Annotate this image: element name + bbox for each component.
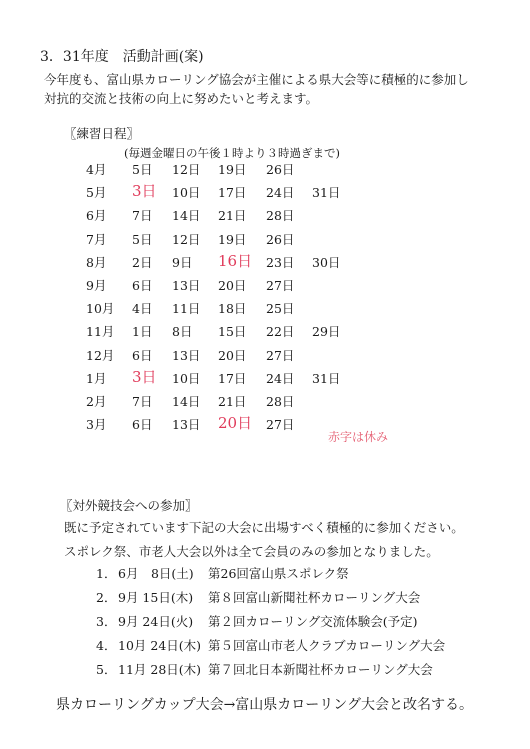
calendar-day: 24日 xyxy=(266,185,295,201)
calendar-day: 12日 xyxy=(172,231,201,247)
calendar-day: 28日 xyxy=(266,394,295,409)
competitions-heading: 〖対外競技会への参加〗 xyxy=(60,498,198,513)
calendar-day: 12日 xyxy=(172,162,201,177)
calendar-month-label: 2月 xyxy=(86,394,107,409)
calendar-day: 9日 xyxy=(172,254,193,270)
holiday-note: 赤字は休み xyxy=(328,430,389,444)
calendar-day: 17日 xyxy=(218,370,247,386)
calendar-row xyxy=(0,392,530,414)
calendar-day-holiday: 3日 xyxy=(132,182,157,201)
calendar-day: 27日 xyxy=(266,417,295,433)
calendar-row xyxy=(0,230,530,252)
calendar-day: 15日 xyxy=(218,324,247,340)
calendar-day: 6日 xyxy=(132,347,153,363)
calendar-day: 1日 xyxy=(132,324,153,340)
event-date: 10月 24日(木) xyxy=(118,638,202,653)
calendar-month-label: 10月 xyxy=(86,301,115,317)
calendar-row xyxy=(0,369,530,391)
calendar-day: 19日 xyxy=(218,162,247,177)
practice-note: (毎週金曜日の午後１時より３時過ぎまで) xyxy=(124,146,340,160)
event-name: 第26回富山県スポレク祭 xyxy=(208,566,349,581)
calendar-month-label: 3月 xyxy=(86,417,107,433)
calendar-month-label: 7月 xyxy=(86,231,107,247)
calendar-day: 5日 xyxy=(132,231,153,247)
calendar-month-label: 5月 xyxy=(86,185,107,201)
calendar-day: 31日 xyxy=(312,370,341,386)
calendar-day: 13日 xyxy=(172,347,201,363)
event-item xyxy=(96,564,516,584)
event-item xyxy=(96,612,516,632)
calendar-row xyxy=(0,160,530,182)
calendar-day: 10日 xyxy=(172,185,201,201)
event-date: 9月 24日(火) xyxy=(118,614,194,629)
calendar-month-label: 11月 xyxy=(86,324,115,340)
calendar-day: 26日 xyxy=(266,162,295,177)
competitions-line-1: 既に予定されています下記の大会に出場すべく積極的に参加ください。 xyxy=(64,520,464,535)
competitions-line-2: スポレク祭、市老人大会以外は全て会員のみの参加となりました。 xyxy=(64,544,439,559)
calendar-month-label: 8月 xyxy=(86,254,107,270)
calendar-day: 5日 xyxy=(132,162,153,177)
calendar-day-holiday: 20日 xyxy=(218,414,253,433)
event-number: 2． xyxy=(96,590,117,605)
calendar-day: 10日 xyxy=(172,370,201,386)
calendar-day: 18日 xyxy=(218,301,247,317)
calendar-day-holiday: 16日 xyxy=(218,251,253,270)
calendar-month-label: 1月 xyxy=(86,370,107,386)
calendar-day: 6日 xyxy=(132,278,153,293)
calendar-month-label: 4月 xyxy=(86,162,107,177)
rename-note: 県カローリングカップ大会→富山県カローリング大会と改名する。 xyxy=(56,697,474,713)
calendar-day: 27日 xyxy=(266,347,295,363)
event-date: 6月 8日(土) xyxy=(118,566,194,581)
calendar-day: 11日 xyxy=(172,301,201,317)
calendar-row xyxy=(0,415,530,437)
calendar-day: 20日 xyxy=(218,278,247,293)
event-number: 4． xyxy=(96,638,117,653)
calendar-day: 19日 xyxy=(218,231,247,247)
calendar-row xyxy=(0,276,530,298)
event-name: 第７回北日本新聞社杯カローリング大会 xyxy=(208,662,433,677)
calendar-row xyxy=(0,206,530,228)
calendar-day: 7日 xyxy=(132,394,153,409)
calendar-day: 22日 xyxy=(266,324,295,340)
calendar-month-label: 6月 xyxy=(86,208,107,224)
calendar-day: 26日 xyxy=(266,231,295,247)
calendar-day: 14日 xyxy=(172,208,201,224)
event-name: 第５回富山市老人クラブカローリング大会 xyxy=(208,638,446,653)
event-item xyxy=(96,660,516,680)
calendar-day: 30日 xyxy=(312,254,341,270)
calendar-day: 31日 xyxy=(312,185,341,201)
event-name: 第２回カローリング交流体験会(予定) xyxy=(208,614,418,629)
calendar-row xyxy=(0,322,530,344)
calendar-row xyxy=(0,183,530,205)
calendar-day: 21日 xyxy=(218,208,247,224)
calendar-row xyxy=(0,253,530,275)
calendar-day: 21日 xyxy=(218,394,247,409)
calendar-day: 13日 xyxy=(172,278,201,293)
calendar-day: 13日 xyxy=(172,417,201,433)
event-item xyxy=(96,588,516,608)
calendar-month-label: 9月 xyxy=(86,278,107,293)
calendar-month-label: 12月 xyxy=(86,347,115,363)
calendar-day: 6日 xyxy=(132,417,153,433)
practice-heading: 〖練習日程〗 xyxy=(64,126,140,141)
calendar-day: 25日 xyxy=(266,301,295,317)
calendar-day-holiday: 3日 xyxy=(132,367,157,386)
calendar-day: 2日 xyxy=(132,254,153,270)
event-name: 第８回富山新聞社杯カローリング大会 xyxy=(208,590,421,605)
intro-line-2: 対抗的交流と技術の向上に努めたいと考えます。 xyxy=(44,91,319,106)
calendar-day: 20日 xyxy=(218,347,247,363)
calendar-day: 8日 xyxy=(172,324,193,340)
event-number: 1． xyxy=(96,566,117,581)
section-title: 3．31年度 活動計画(案) xyxy=(40,49,204,65)
calendar-day: 17日 xyxy=(218,185,247,201)
intro-line-1: 今年度も、富山県カローリング協会が主催による県大会等に積極的に参加し xyxy=(44,72,469,87)
calendar-day: 4日 xyxy=(132,301,153,317)
event-item xyxy=(96,636,516,656)
calendar-day: 14日 xyxy=(172,394,201,409)
event-date: 9月 15日(木) xyxy=(118,590,194,605)
calendar-day: 29日 xyxy=(312,324,341,340)
event-date: 11月 28日(木) xyxy=(118,662,202,677)
calendar-day: 24日 xyxy=(266,370,295,386)
calendar-row xyxy=(0,346,530,368)
calendar-day: 28日 xyxy=(266,208,295,224)
event-number: 5． xyxy=(96,662,117,677)
calendar-day: 27日 xyxy=(266,278,295,293)
calendar-day: 23日 xyxy=(266,254,295,270)
calendar-day: 7日 xyxy=(132,208,153,224)
calendar-row xyxy=(0,299,530,321)
event-number: 3． xyxy=(96,614,117,629)
